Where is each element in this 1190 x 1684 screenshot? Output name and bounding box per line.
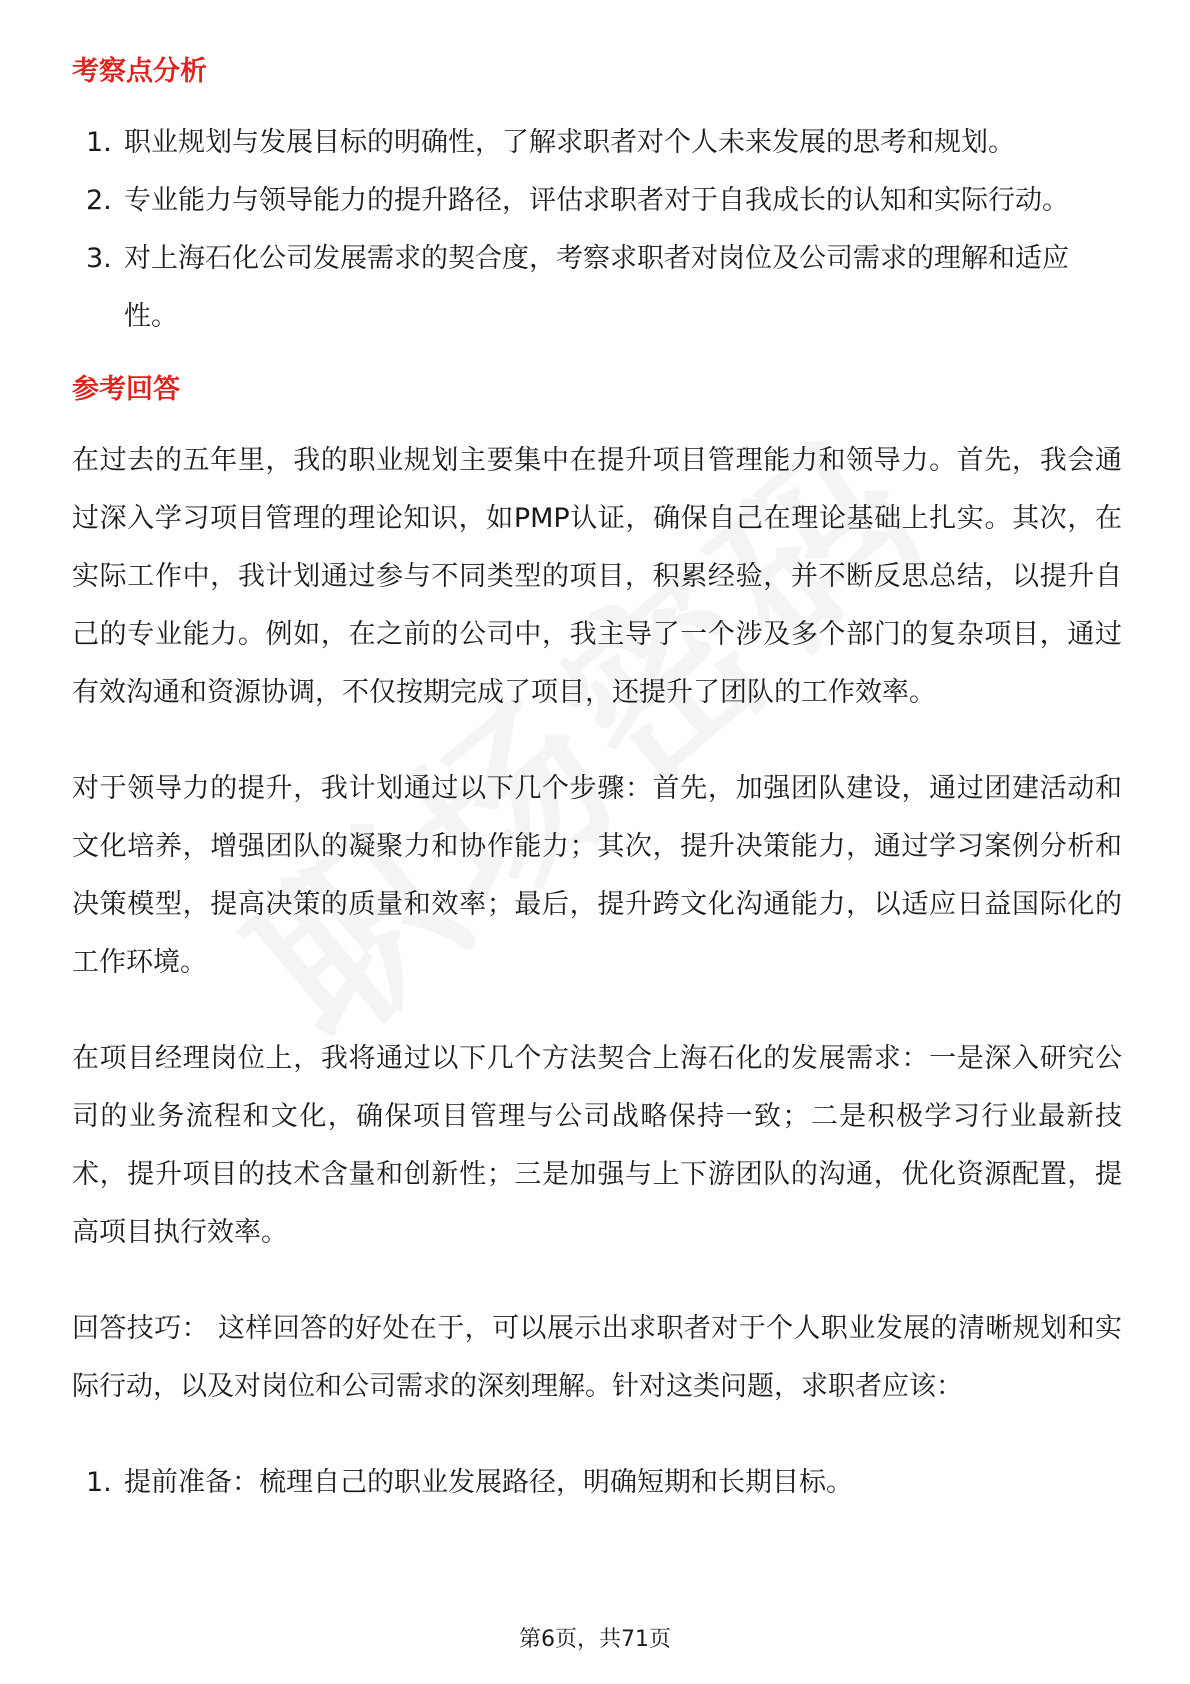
list-item [72,1454,1122,1512]
list-number: 1. [86,127,112,158]
list-number: 2. [86,185,112,216]
paragraph: 在项目经理岗位上，我将通过以下几个方法契合上海石化的发展需求：一是深入研究公司的业务流程和文化，确保项目管理与公司战略保持一致；二是积极学习行业最新技术，提升项目的技术含量和创新性；三是加强与上下游团队的沟通，优化资源配置，提高项目执行效率。 [72,1043,1122,1248]
list-number: 1. [86,1467,112,1498]
list-text: 专业能力与领导能力的提升路径，评估求职者对于自我成长的认知和实际行动。 [124,185,1069,216]
list-item [72,114,1122,172]
paragraph: 对于领导力的提升，我计划通过以下几个步骤：首先，加强团队建设，通过团建活动和文化培养，增强团队的凝聚力和协作能力；其次，提升决策能力，通过学习案例分析和决策模型，提高决策的质量和效率；最后，提升跨文化沟通能力，以适应日益国际化的工作环境。 [72,773,1122,978]
list-text: 职业规划与发展目标的明确性，了解求职者对个人未来发展的思考和规划。 [124,127,1015,158]
list-item [72,172,1122,230]
section-title-answer: 参考回答 [72,374,180,405]
paragraph-tips-intro: 回答技巧： 这样回答的好处在于，可以展示出求职者对于个人职业发展的清晰规划和实际行动，以及对岗位和公司需求的深刻理解。针对这类问题，求职者应该： [72,1313,1122,1402]
list-number: 3. [86,243,112,274]
list-item [72,230,1122,346]
list-text: 对上海石化公司发展需求的契合度，考察求职者对岗位及公司需求的理解和适应性。 [124,243,1069,332]
page-number: 第6页，共71页 [519,1627,671,1652]
content [72,50,1122,1534]
list-text: 提前准备：梳理自己的职业发展路径，明确短期和长期目标。 [124,1467,853,1498]
paragraph: 在过去的五年里，我的职业规划主要集中在提升项目管理能力和领导力。首先，我会通过深入学习项目管理的理论知识，如PMP认证，确保自己在理论基础上扎实。其次，在实际工作中，我计划通过参与不同类型的项目，积累经验，并不断反思总结，以提升自己的专业能力。例如，在之前的公司中，我主导了一个涉及多个部门的复杂项目，通过有效沟通和资源协调，不仅按期完成了项目，还提升了团队的工作效率。 [72,445,1122,708]
tips-list [72,1454,1122,1512]
section-title-analysis: 考察点分析 [72,56,207,87]
analysis-list [72,114,1122,346]
